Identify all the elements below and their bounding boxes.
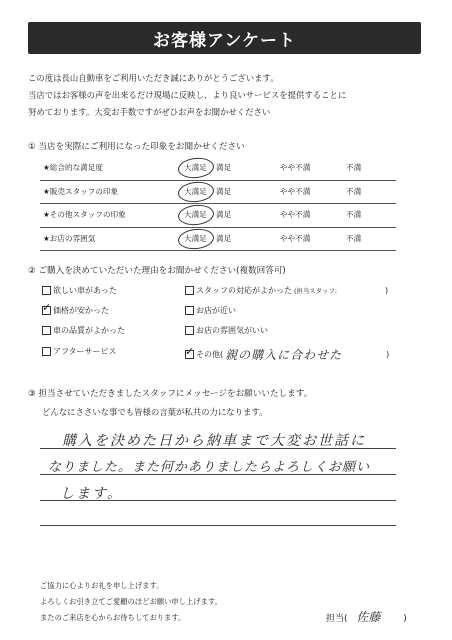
option-satisfied[interactable]: 満足 bbox=[216, 210, 232, 219]
rating-label: ★その他スタッフの印象 bbox=[43, 210, 126, 219]
checkbox-item[interactable] bbox=[42, 346, 116, 357]
option-somewhat-dissatisfied[interactable]: やや不満 bbox=[280, 163, 311, 172]
staff-name[interactable]: 佐藤 bbox=[356, 610, 381, 624]
checkbox[interactable] bbox=[42, 347, 51, 356]
option-very-satisfied[interactable]: 大満足 bbox=[184, 163, 207, 172]
option-very-satisfied[interactable]: 大満足 bbox=[184, 233, 207, 243]
message-rule bbox=[40, 474, 396, 475]
checkbox-item[interactable] bbox=[42, 285, 117, 296]
checkbox-checked[interactable] bbox=[42, 306, 51, 315]
rating-label: ★お店の雰囲気 bbox=[43, 233, 96, 243]
checkbox[interactable] bbox=[42, 286, 51, 295]
checkbox[interactable] bbox=[185, 306, 194, 315]
intro-text bbox=[28, 70, 428, 121]
rating-row bbox=[40, 228, 396, 252]
staff-name-prompt: (担当スタッフ: bbox=[294, 287, 337, 295]
staff-label: 担当( bbox=[326, 614, 348, 624]
checkbox-label: その他( bbox=[196, 350, 224, 359]
checkbox-label: スタッフの対応がよかった bbox=[196, 286, 292, 295]
checkbox[interactable] bbox=[185, 286, 194, 295]
rating-label: ★販売スタッフの印象 bbox=[43, 186, 119, 196]
rating-row bbox=[40, 157, 396, 181]
closing-paren: ) bbox=[403, 614, 407, 624]
intro-line: この度は長山自動車をご利用いただき誠にありがとうございます。 bbox=[28, 73, 279, 83]
staff-signature bbox=[326, 608, 407, 625]
q1-title: ① 当店を実際にご利用になった印象をお聞かせください bbox=[28, 142, 245, 152]
selection-circle bbox=[177, 156, 215, 180]
rating-row bbox=[40, 181, 396, 205]
checkbox-label: 価格が安かった bbox=[53, 306, 109, 315]
checkbox-item[interactable] bbox=[185, 285, 388, 296]
checkbox-label: お店が近い bbox=[196, 306, 236, 315]
checkbox-checked[interactable] bbox=[185, 350, 194, 359]
rating-table bbox=[40, 157, 396, 251]
selection-circle bbox=[177, 203, 215, 227]
other-reason-answer[interactable]: 親の購入に合わせた bbox=[225, 348, 343, 362]
closing-text bbox=[40, 578, 222, 626]
rating-row bbox=[40, 204, 396, 228]
checkbox[interactable] bbox=[42, 326, 51, 335]
closing-paren: ) bbox=[385, 286, 389, 295]
checkbox-item[interactable] bbox=[185, 346, 389, 363]
option-very-satisfied[interactable]: 大満足 bbox=[184, 210, 207, 219]
survey-title: お客様アンケート bbox=[153, 30, 296, 51]
message-rule bbox=[40, 500, 396, 501]
option-dissatisfied[interactable]: 不満 bbox=[346, 233, 362, 243]
option-somewhat-dissatisfied[interactable]: やや不満 bbox=[280, 210, 311, 219]
selection-circle bbox=[177, 180, 215, 204]
message-line[interactable]: 購入を決めた日から納車まで大変お世話に bbox=[62, 433, 366, 449]
intro-line: 努めております。大変お手数ですがぜひお声をお聞かせください bbox=[28, 107, 271, 117]
message-line[interactable]: します。 bbox=[60, 486, 123, 502]
q3-title: ③ 担当させていただきましたスタッフにメッセージをお願いいたします。 bbox=[28, 389, 313, 399]
message-rule bbox=[40, 525, 396, 526]
option-satisfied[interactable]: 満足 bbox=[216, 163, 232, 172]
option-satisfied[interactable]: 満足 bbox=[216, 186, 232, 196]
message-rule bbox=[40, 448, 396, 449]
checkbox[interactable] bbox=[185, 326, 194, 335]
closing-line: ご協力に心よりお礼を申し上げます。 bbox=[40, 581, 164, 590]
checkbox-label: アフターサービス bbox=[53, 347, 117, 356]
checkbox-item[interactable] bbox=[185, 305, 236, 316]
closing-paren: ) bbox=[386, 350, 390, 359]
checkbox-item[interactable] bbox=[185, 325, 268, 336]
q2-title: ② ご購入を決めていただいた理由をお聞かせください(複数回答可) bbox=[28, 266, 286, 276]
option-somewhat-dissatisfied[interactable]: やや不満 bbox=[280, 233, 311, 243]
selection-circle bbox=[177, 227, 215, 251]
checkbox-item[interactable] bbox=[42, 325, 125, 336]
message-line[interactable]: なりました。また何かありましたらよろしくお願い bbox=[48, 460, 371, 475]
checkbox-label: 車の品質がよかった bbox=[53, 326, 125, 335]
rating-label: ★総合的な満足度 bbox=[43, 163, 103, 172]
survey-title-banner bbox=[28, 22, 421, 54]
checkbox-label: お店の雰囲気がいい bbox=[196, 326, 268, 335]
option-dissatisfied[interactable]: 不満 bbox=[346, 186, 362, 196]
checkbox-item[interactable] bbox=[42, 305, 109, 316]
closing-line: またのご来店を心からお待ちしております。 bbox=[40, 613, 186, 622]
option-satisfied[interactable]: 満足 bbox=[216, 233, 232, 243]
intro-line: 当店ではお客様の声を出来るだけ現場に反映し、より良いサービスを提供することに bbox=[28, 90, 347, 100]
checkbox-label: 欲しい車があった bbox=[53, 286, 117, 295]
option-dissatisfied[interactable]: 不満 bbox=[346, 210, 362, 219]
option-somewhat-dissatisfied[interactable]: やや不満 bbox=[280, 186, 311, 196]
option-very-satisfied[interactable]: 大満足 bbox=[184, 186, 207, 196]
option-dissatisfied[interactable]: 不満 bbox=[346, 163, 362, 172]
closing-line: よろしくお引き立てご愛顧のほどお願い申し上げます。 bbox=[40, 597, 222, 606]
q3-subtitle: どんなにささいな事でも皆様の言葉が私共の力になります。 bbox=[42, 407, 268, 417]
